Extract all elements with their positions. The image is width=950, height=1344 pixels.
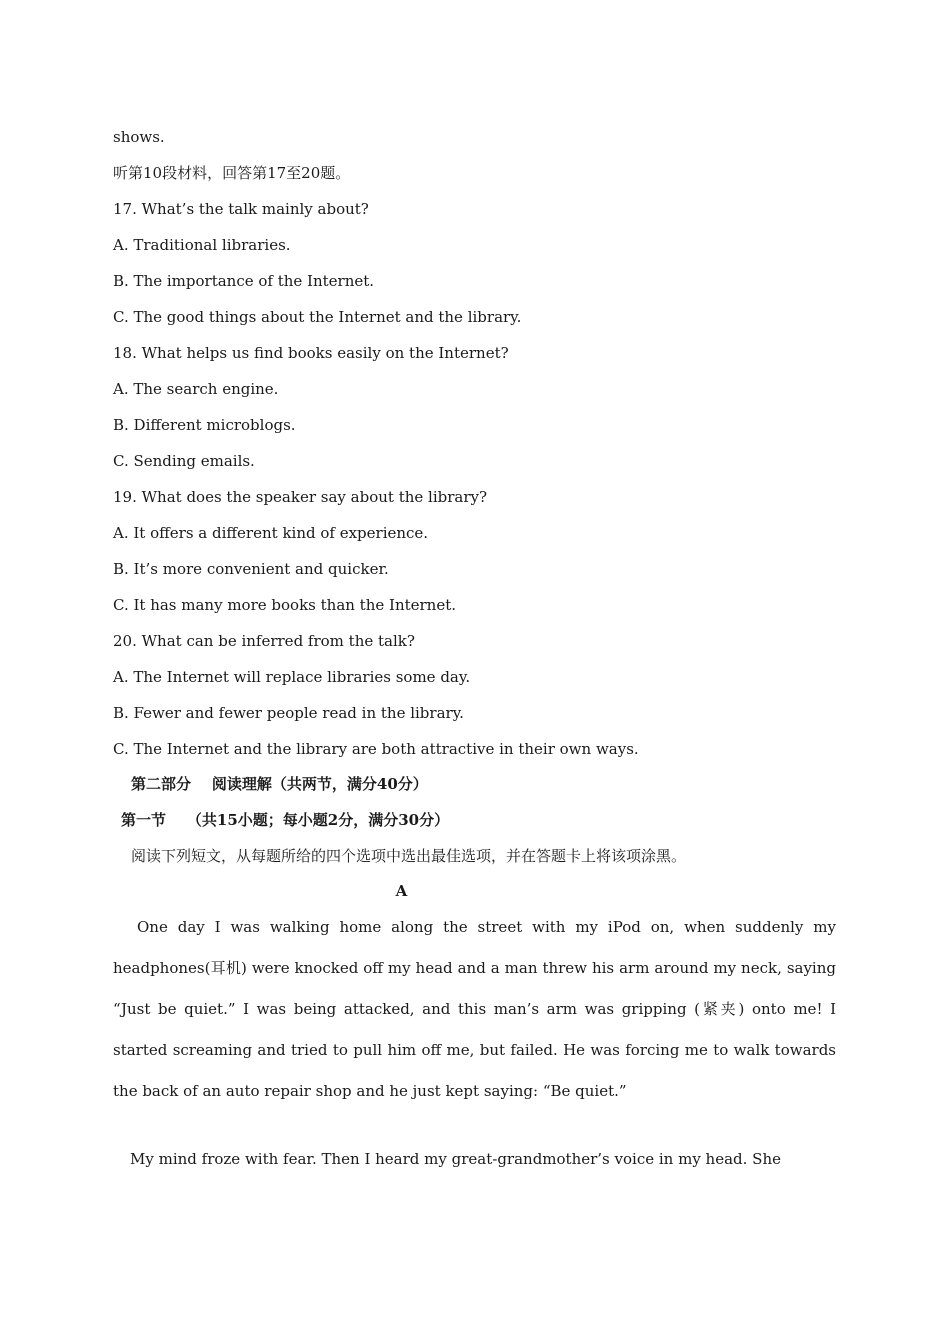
- option-18a: A. The search engine.: [113, 380, 279, 398]
- instructions: 阅读下列短文，从每题所给的四个选项中选出最佳选项，并在答题卡上将该项涂黑。: [131, 847, 687, 865]
- option-20b: B. Fewer and fewer people read in the library.: [113, 704, 464, 722]
- section1-heading: 第一节 （共15小题；每小题2分，满分30分）: [121, 811, 450, 829]
- passage-label: A: [395, 882, 408, 900]
- option-17b: B. The importance of the Internet.: [113, 272, 375, 290]
- option-20c: C. The Internet and the library are both attractive in their own ways.: [113, 740, 639, 758]
- part2-heading: 第二部分 阅读理解（共两节，满分40分）: [131, 775, 428, 793]
- question-19: 19. What does the speaker say about the library?: [113, 488, 488, 506]
- option-19b: B. It’s more convenient and quicker.: [113, 560, 389, 578]
- passage-paragraph-2: My mind froze with fear. Then I heard my great-grandmother’s voice in my head. She: [130, 1150, 781, 1168]
- option-19a: A. It offers a different kind of experience.: [113, 524, 429, 542]
- option-19c: C. It has many more books than the Internet.: [113, 596, 457, 614]
- question-20: 20. What can be inferred from the talk?: [113, 632, 415, 650]
- option-17c: C. The good things about the Internet and the library.: [113, 308, 522, 326]
- section-intro: 听第10段材料，回答第17至20题。: [113, 164, 351, 182]
- option-18b: B. Different microblogs.: [113, 416, 296, 434]
- passage-paragraph-1: One day I was walking home along the street with my iPod on, when suddenly my headphones(耳机) were knocked off my head and a man threw his arm around my neck, saying “Just be quiet.” I was being attacked, and this man’s arm was gripping (紧夹) onto me! I started screaming and tried to pull him off me, but failed. He was forcing me to walk towards the back of an auto repair shop and he just kept saying: “Be quiet.”: [113, 918, 836, 1100]
- option-17a: A. Traditional libraries.: [113, 236, 291, 254]
- question-18: 18. What helps us find books easily on the Internet?: [113, 344, 509, 362]
- question-17: 17. What’s the talk mainly about?: [113, 200, 369, 218]
- option-20a: A. The Internet will replace libraries some day.: [113, 668, 471, 686]
- option-18c: C. Sending emails.: [113, 452, 255, 470]
- top-fragment: shows.: [113, 128, 165, 146]
